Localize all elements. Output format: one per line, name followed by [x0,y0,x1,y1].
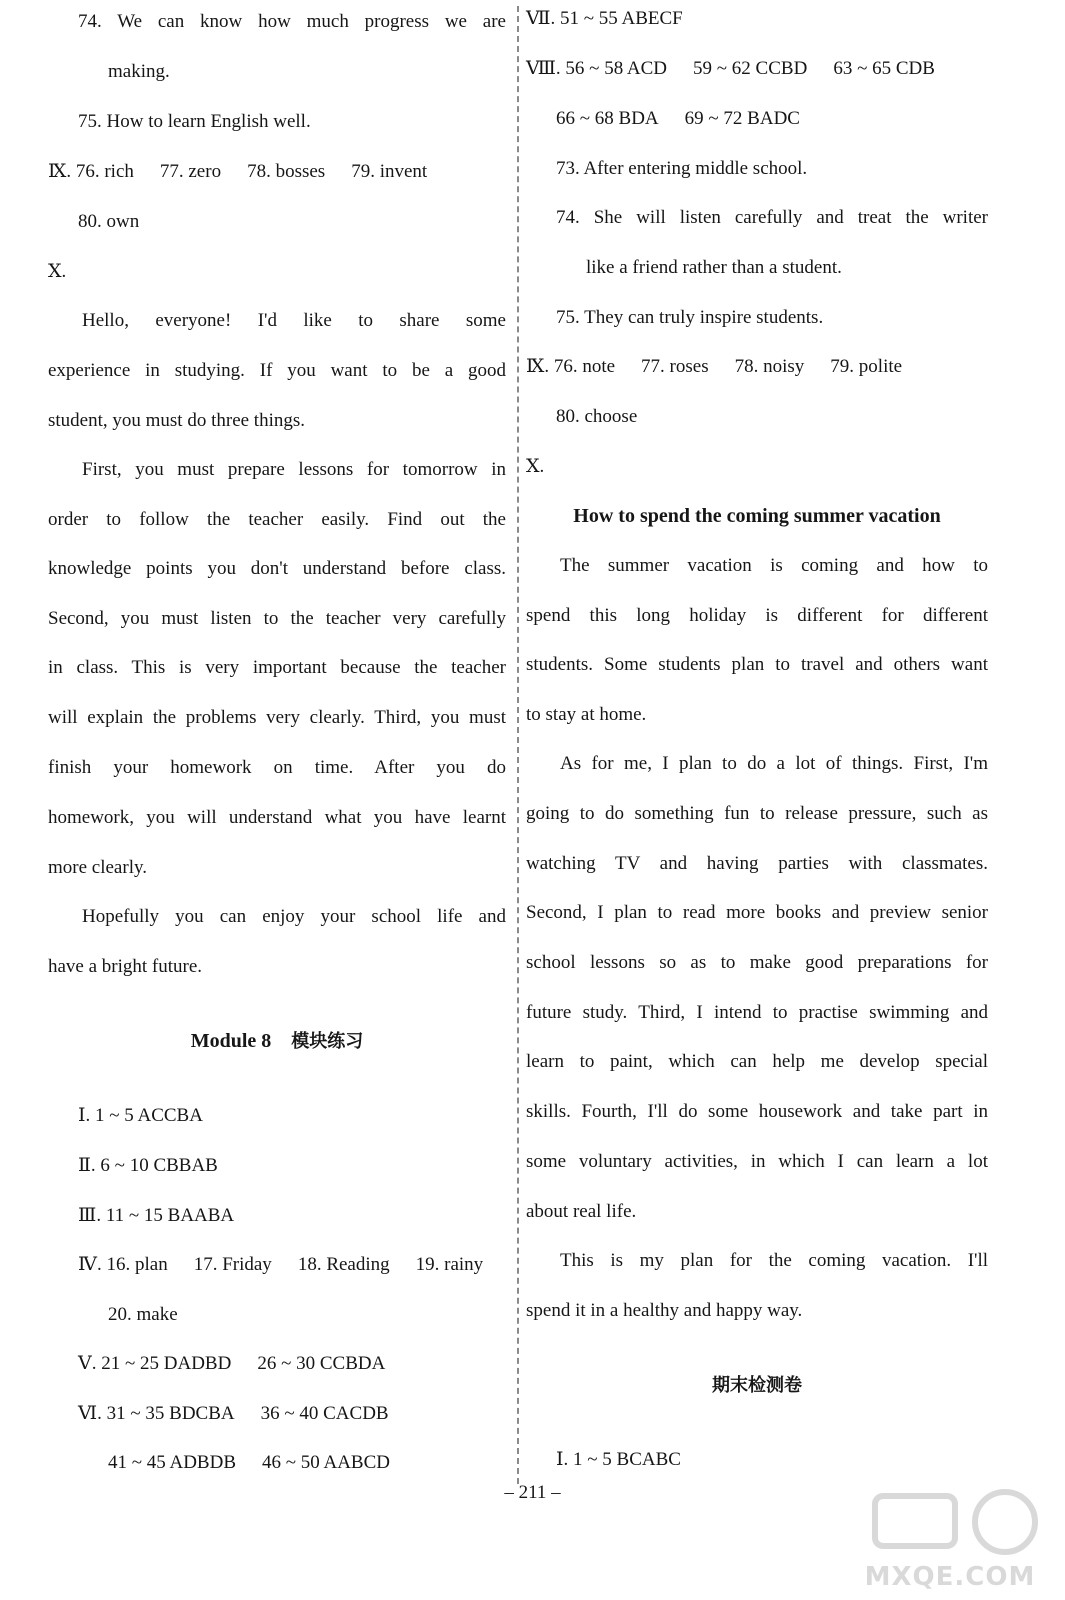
essay-line: As for me, I plan to do a lot of things. First, I'm [560,753,988,774]
module-heading: Module 8 模块练习 [190,1030,364,1052]
essay-line: homework, you will understand what you have learnt [48,807,506,828]
answer-74: 74. We can know how much progress we are [78,11,506,32]
essay-line: Second, I plan to read more books and preview senior [526,902,988,923]
essay-line: about real life. [526,1201,637,1222]
essay-line: Hello, everyone! I'd like to share some [82,310,506,331]
essay-line: First, you must prepare lessons for tomorrow in [82,459,506,480]
column-divider [517,6,519,1484]
section-ix-answers: Ⅸ. 76. rich 77. zero 78. bosses 79. invent [48,161,428,182]
section-viii-answers: Ⅷ. 56 ~ 58 ACD 59 ~ 62 CCBD 63 ~ 65 CDB [526,58,935,79]
essay-line: school lessons so as to make good preparations for [526,952,988,973]
section-v-answers: Ⅴ. 21 ~ 25 DADBD 26 ~ 30 CCBDA [78,1353,386,1374]
section-x-label: Ⅹ. [526,456,545,477]
answer-80: 80. own [78,211,140,232]
essay-line: The summer vacation is coming and how to [560,555,988,576]
section-vi-answers-cont: 41 ~ 45 ADBDB 46 ~ 50 AABCD [108,1452,390,1473]
essay-line: Hopefully you can enjoy your school life and [82,906,506,927]
essay-line: Second, you must listen to the teacher very carefully [48,608,506,629]
essay-line: experience in studying. If you want to be a good [48,360,506,381]
section-viii-answers-cont: 66 ~ 68 BDA 69 ~ 72 BADC [556,108,800,129]
answer-73: 73. After entering middle school. [556,158,808,179]
final-exam-heading: 期末检测卷 [712,1375,802,1396]
section-vi-answers: Ⅵ. 31 ~ 35 BDCBA 36 ~ 40 CACDB [78,1403,389,1424]
section-i-answers: Ⅰ. 1 ~ 5 ACCBA [78,1105,203,1126]
essay-line: learn to paint, which can help me develop special [526,1051,988,1072]
page-number: – 211 – [504,1482,561,1503]
essay-line: going to do something fun to release pressure, such as [526,803,988,824]
answer-74-cont: like a friend rather than a student. [586,257,842,278]
essay-line: some voluntary activities, in which I can learn a lot [526,1151,988,1172]
answer-20: 20. make [108,1304,178,1325]
essay-line: more clearly. [48,857,147,878]
section-iii-answers: Ⅲ. 11 ~ 15 BAABA [78,1205,235,1226]
essay-line: have a bright future. [48,956,203,977]
essay-title: How to spend the coming summer vacation [573,505,941,527]
final-section-i-answers: Ⅰ. 1 ~ 5 BCABC [556,1449,681,1470]
watermark-logo [855,1482,1045,1592]
essay-line: in class. This is very important because the teacher [48,657,506,678]
section-iv-answers: Ⅳ. 16. plan 17. Friday 18. Reading 19. rainy [78,1254,484,1275]
essay-line: students. Some students plan to travel and others want [526,654,988,675]
essay-line: to stay at home. [526,704,647,725]
essay-line: student, you must do three things. [48,410,306,431]
section-ii-answers: Ⅱ. 6 ~ 10 CBBAB [78,1155,218,1176]
answer-75: 75. How to learn English well. [78,111,311,132]
section-x-label: Ⅹ. [48,261,67,282]
essay-line: spend this long holiday is different for different [526,605,988,626]
essay-line: watching TV and having parties with classmates. [526,853,988,874]
essay-line: will explain the problems very clearly. Third, you must [48,707,506,728]
essay-line: order to follow the teacher easily. Find out the [48,509,506,530]
watermark-text: MXQE.COM [864,1562,1036,1592]
section-vii-answers: Ⅶ. 51 ~ 55 ABECF [526,8,683,29]
essay-line: spend it in a healthy and happy way. [526,1300,803,1321]
answer-80: 80. choose [556,406,638,427]
section-ix-answers: Ⅸ. 76. note 77. roses 78. noisy 79. polite [526,356,903,377]
essay-line: skills. Fourth, I'll do some housework and take part in [526,1101,988,1122]
essay-line: This is my plan for the coming vacation. I'll [560,1250,988,1271]
essay-line: future study. Third, I intend to practise swimming and [526,1002,988,1023]
answer-74-cont: making. [108,61,170,82]
answer-75: 75. They can truly inspire students. [556,307,824,328]
essay-line: knowledge points you don't understand before class. [48,558,506,579]
essay-line: finish your homework on time. After you do [48,757,506,778]
answer-74: 74. She will listen carefully and treat the writer [556,207,988,228]
